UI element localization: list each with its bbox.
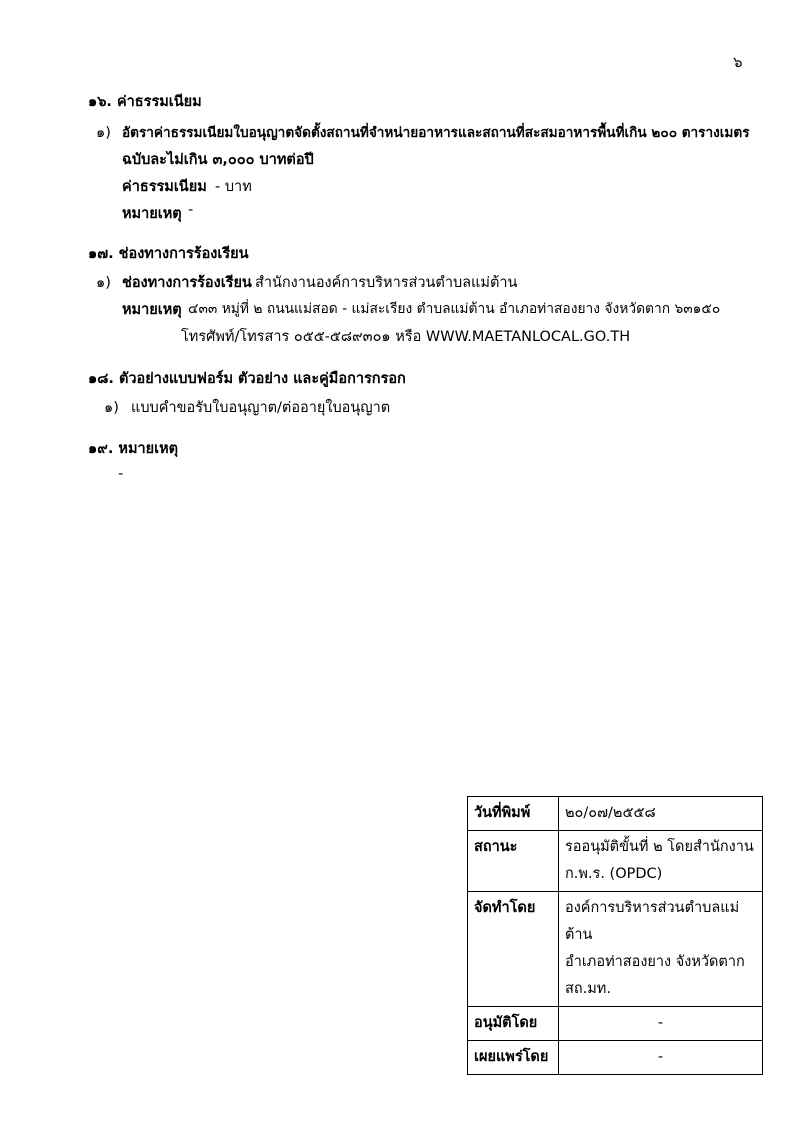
fee-value: - บาท: [215, 179, 252, 195]
section-17-heading: ๑๗. ช่องทางการร้องเรียน: [88, 246, 249, 262]
complaint-channel-value: สำนักงานองค์การบริหารส่วนตำบลแม่ต้าน: [255, 275, 518, 291]
section-16-heading: ๑๖. ค่าธรรมเนียม: [88, 94, 202, 110]
page-number: ๖: [733, 53, 743, 71]
prepared-by-line-3: สถ.มท.: [565, 981, 611, 997]
status-value: [559, 831, 763, 892]
published-by-value: -: [559, 1041, 763, 1075]
status-line-1: รออนุมัติขั้นที่ ๒ โดยสำนักงาน: [565, 839, 754, 855]
table-row: [468, 1041, 763, 1075]
print-date-value: ๒๐/๐๗/๒๕๕๘: [559, 797, 763, 831]
approved-by-label: อนุมัติโดย: [468, 1007, 559, 1041]
table-row: [468, 831, 763, 892]
complaint-contact: โทรศัพท์/โทรสาร ๐๕๕-๕๘๙๓๐๑ หรือ WWW.MAETANLOCAL.GO.TH: [181, 329, 631, 345]
complaint-channel-label: ช่องทางการร้องเรียน: [122, 275, 252, 291]
table-row: [468, 797, 763, 831]
status-line-2: ก.พ.ร. (OPDC): [565, 866, 663, 882]
fee-title-line2: ฉบับละไม่เกิน ๓,๐๐๐ บาทต่อปี: [122, 152, 314, 168]
section-17-item-number: ๑): [96, 275, 111, 291]
table-row: [468, 1007, 763, 1041]
section-19-value: -: [118, 466, 124, 482]
complaint-address: ๔๓๓ หมู่ที่ ๒ ถนนแม่สอด - แม่สะเรียง ตำบลแม่ต้าน อำเภอท่าสองยาง จังหวัดตาก ๖๓๑๕๐: [188, 301, 721, 317]
published-by-label: เผยแพร่โดย: [468, 1041, 559, 1075]
status-label: สถานะ: [468, 831, 559, 892]
document-info-table: [467, 796, 763, 1075]
fee-note-value: -: [188, 202, 194, 218]
print-date-label: วันที่พิมพ์: [468, 797, 559, 831]
fee-note-label: หมายเหตุ: [122, 206, 182, 222]
prepared-by-line-1: องค์การบริหารส่วนตำบลแม่ต้าน: [565, 900, 740, 943]
section-18-heading: ๑๘. ตัวอย่างแบบฟอร์ม ตัวอย่าง และคู่มือการกรอก: [88, 371, 406, 387]
prepared-by-value: [559, 892, 763, 1007]
prepared-by-label: จัดทำโดย: [468, 892, 559, 1007]
fee-title-line1: อัตราค่าธรรมเนียมใบอนุญาตจัดตั้งสถานที่จำหน่ายอาหารและสถานที่สะสมอาหารพื้นที่เกิน ๒๐๐ ตารางเมตร: [122, 125, 750, 141]
section-16-item-number: ๑): [96, 125, 111, 141]
approved-by-value: -: [559, 1007, 763, 1041]
form-sample-item: แบบคำขอรับใบอนุญาต/ต่ออายุใบอนุญาต: [131, 400, 391, 416]
section-19-heading: ๑๙. หมายเหตุ: [88, 441, 179, 457]
complaint-note-label: หมายเหตุ: [122, 302, 182, 318]
section-18-item-number: ๑): [104, 400, 119, 416]
prepared-by-line-2: อำเภอท่าสองยาง จังหวัดตาก: [565, 954, 745, 970]
table-row: [468, 892, 763, 1007]
fee-label: ค่าธรรมเนียม: [122, 179, 207, 195]
